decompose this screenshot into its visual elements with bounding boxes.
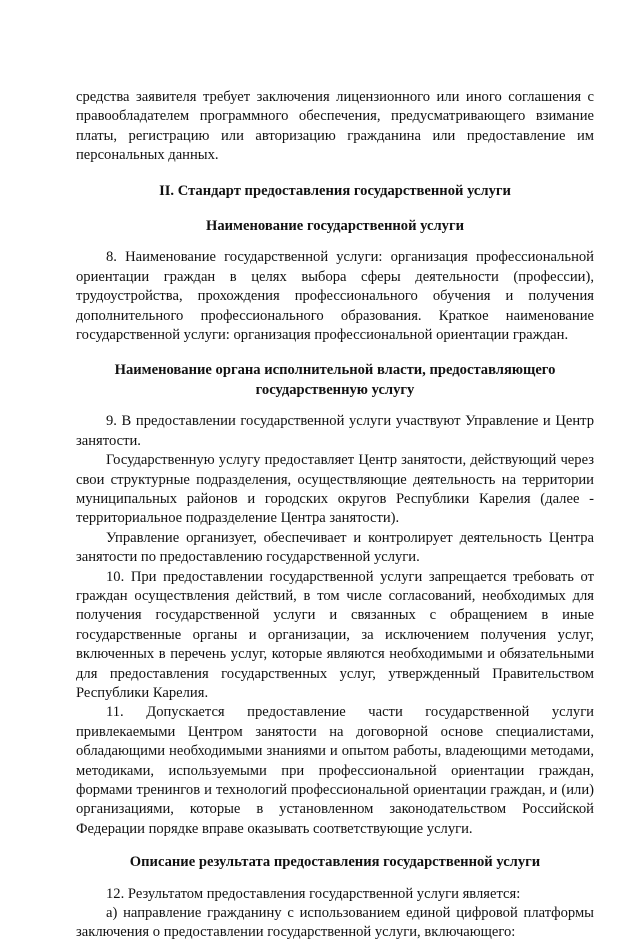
document-page (76, 88, 594, 943)
subheading-result: Описание результата предоставления государственной услуги (129, 854, 541, 871)
paragraph-10: 10. При предоставлении государственной услуги запрещается требовать от граждан осуществления действий, в том числе согласований, необходимых для получения государственной услуги и связанных с обращением в иные государственные органы и организации, за исключением получения услуг, включенных в перечень услуг, которые являются необходимыми и обязательными для предоставления государственных услуг, утвержденный Правительством Республики Карелия. (76, 568, 594, 701)
paragraph-intro: средства заявителя требует заключения лицензионного или иного соглашения с правообладателем программного обеспечения, предусматривающего взимание платы, регистрацию или авторизацию гражданина или предоставление им персональных данных. (76, 89, 594, 164)
paragraph-12: 12. Результатом предоставления государственной услуги является: (106, 885, 521, 902)
paragraph-8: 8. Наименование государственной услуги: организация профессиональной ориентации граждан в целях выбора сферы деятельности (профессии), трудоустройства, прохождения профессионального обучения и получения дополнительного профессионального образования. Краткое наименование государственной услуги: организация профессиональной ориентации граждан. (76, 249, 594, 344)
paragraph-12a: а) направление гражданину с использованием единой цифровой платформы заключения о предоставлении государственной услуги, включающего: (76, 905, 594, 941)
paragraph-9: 9. В предоставлении государственной услуги участвуют Управление и Центр занятости. (76, 413, 594, 449)
paragraph-11: 11. Допускается предоставление части государственной услуги привлекаемыми Центром занятости на договорной основе специалистами, обладающими необходимыми знаниями и опытом работы, владеющими методами, методиками, используемыми при профессиональной ориентации граждан, формами тренингов и технологий профессиональной ориентации граждан, и (или) организациями, которые в установленном законодательством Российской Федерации порядке вправе оказывать соответствующие услуги. (76, 704, 594, 837)
subheading-authority: Наименование органа исполнительной власти, предоставляющего государственную услугу (114, 362, 556, 398)
section-heading: II. Стандарт предоставления государственной услуги (159, 182, 511, 199)
subheading-service-name: Наименование государственной услуги (206, 218, 464, 235)
paragraph-9-control: Управление организует, обеспечивает и контролирует деятельность Центра занятости по предоставлению государственной услуги. (76, 529, 594, 566)
paragraph-9-center: Государственную услугу предоставляет Центр занятости, действующий через свои структурные подразделения, осуществляющие деятельность на территории муниципальных районов и городских округов Республики Карелия (далее - территориальное подразделение Центра занятости). (76, 452, 594, 527)
